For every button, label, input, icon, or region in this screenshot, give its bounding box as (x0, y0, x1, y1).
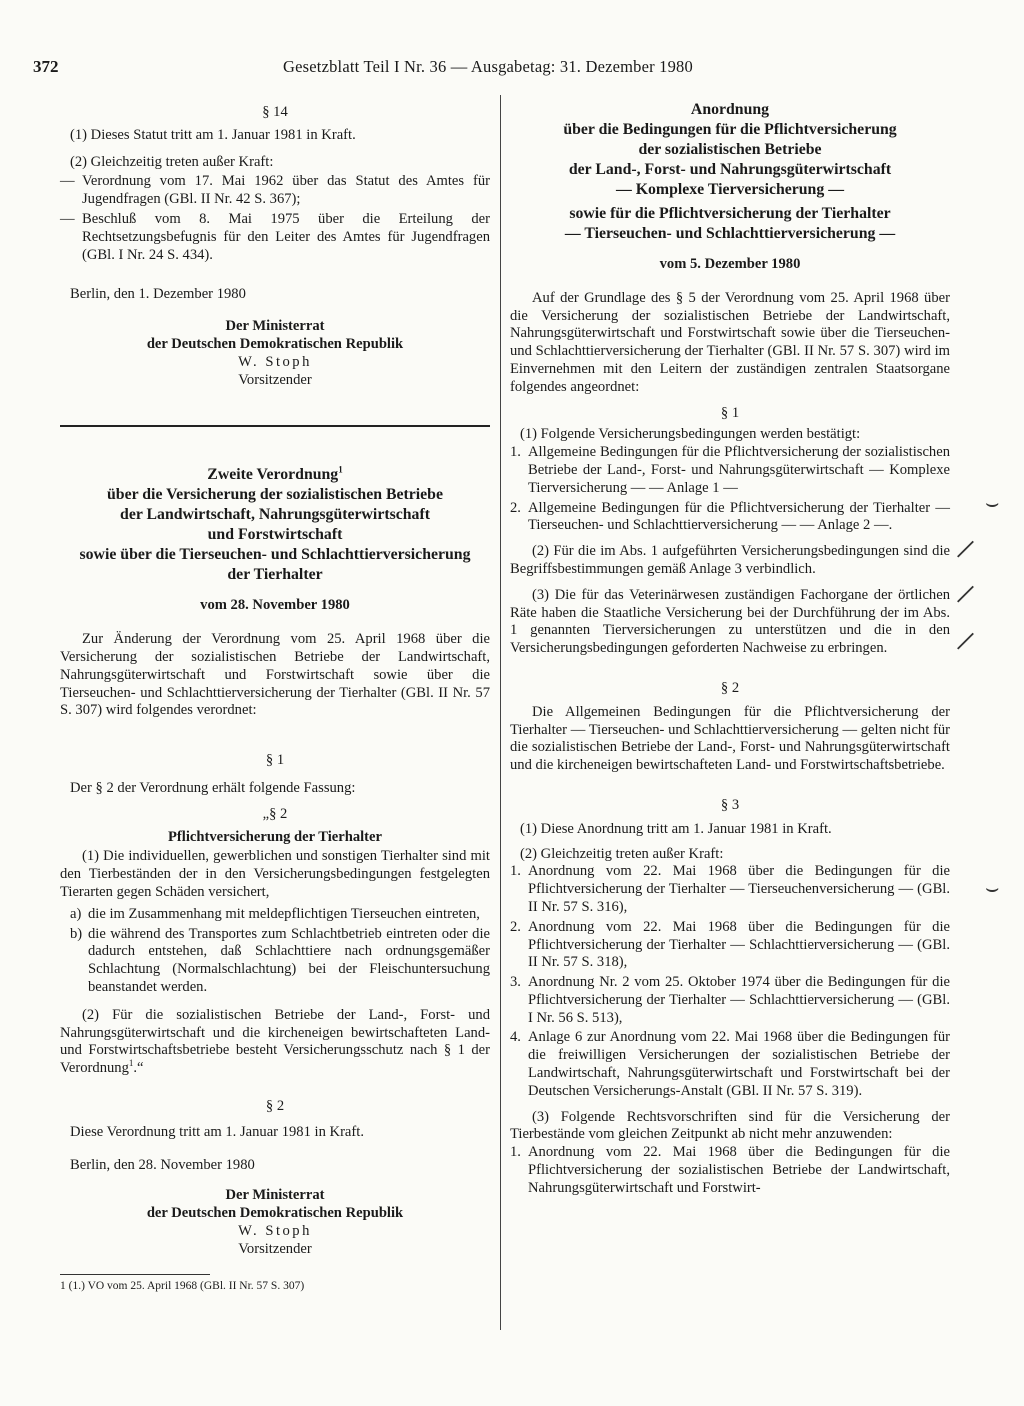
paragraph: Der § 2 der Verordnung erhält folgende Fassung: (70, 779, 356, 796)
section-heading: § 2 (720, 679, 740, 696)
section-rule (60, 425, 490, 427)
title-line: — Tierseuchen- und Schlachttierversicherung — (564, 225, 896, 242)
confirmed-conditions-list (510, 444, 950, 535)
paragraph: Diese Verordnung tritt am 1. Januar 1981 in Kraft. (70, 1123, 364, 1140)
margin-stroke-mark: | (954, 537, 978, 561)
quoted-list (60, 906, 490, 997)
title-line: Anordnung (690, 101, 770, 118)
list-item: 1. Allgemeine Bedingungen für die Pflichtversicherung der sozialistischen Betriebe der Land-, Forst- und Nahrungsgüterwirtschaft — Komplexe Tierversicherung — — Anlage 1 — (510, 444, 950, 496)
list-item: 1. Anordnung vom 22. Mai 1968 über die Bedingungen für die Pflichtversicherung der Tierhalter — Tierseuchenversicherung — (GBl. II Nr. 57 S. 316), (510, 863, 950, 915)
list-item: 2. Allgemeine Bedingungen für die Pflichtversicherung der Tierhalter — Tierseuchen- und Schlachttierversicherung — — Anlage 2 —. (510, 499, 950, 534)
paragraph: (2) Für die im Abs. 1 aufgeführten Versicherungsbedingungen sind die Begriffsbestimmungen gemäß Anlage 3 verbindlich. (510, 543, 950, 577)
right-column (510, 100, 950, 1198)
list-item: b) die während des Transportes zum Schlachtbetrieb eintreten oder die dadurch entstehen, daß Schlachttiere nach ordnungsgemäßer Schlachtung (Normalschlachtung) bei der Fleischuntersuchung beanstandet werden. (70, 925, 490, 995)
margin-check-mark: ⌣ (985, 491, 1000, 516)
quoted-section-heading: „§ 2 (262, 805, 288, 822)
section-heading: § 14 (262, 104, 288, 120)
signature-block (60, 1187, 490, 1258)
signature-org: Der Ministerrat (225, 1187, 325, 1204)
place-date: Berlin, den 28. November 1980 (70, 1157, 255, 1174)
paragraph: (3) Folgende Rechtsvorschriften sind für die Versicherung der Tierbestände vom gleichen Zeitpunkt ab nicht mehr anzuwenden: (510, 1108, 950, 1143)
margin-check-mark: ⌣ (985, 876, 1000, 901)
paragraph: (1) Die individuellen, gewerblichen und sonstigen Tierhalter sind mit den Tierbeständen der in den Versicherungsbedingungen festgelegten Tierarten gegen Schäden versichert, (60, 848, 490, 900)
title-line: der Landwirtschaft, Nahrungsgüterwirtschaft (120, 506, 430, 524)
list-item: 2. Anordnung vom 22. Mai 1968 über die Bedingungen für die Pflichtversicherung der Tierhalter — Schlachttierversicherung — (GBl. II Nr. 57 S. 318), (510, 918, 950, 971)
header-title: Gesetzblatt Teil I Nr. 36 — Ausgabetag: 31. Dezember 1980 (283, 57, 693, 76)
list-item: 3. Anordnung Nr. 2 vom 25. Oktober 1974 über die Bedingungen für die Pflichtversicherung der Tierhalter — Schlachttierversicherung — (GBl. I Nr. 56 S. 513), (510, 974, 950, 1026)
title-line: — Komplexe Tierversicherung — (615, 181, 844, 198)
paragraph: (1) Dieses Statut tritt am 1. Januar 1981 in Kraft. (70, 126, 356, 143)
footnote-rule (60, 1274, 210, 1275)
intro-paragraph: Auf der Grundlage des § 5 der Verordnung vom 25. April 1968 über die Versicherung der sozialistischen Betriebe der Landwirtschaft, Nahrungsgüterwirtschaft und Forstwirtschaft sowie über die Tierseuchen- und Schlachttierversicherung der Tierhalter (GBl. II Nr. 57 S. 307) wird im Einvernehmen mit den Leitern der zuständigen zentralen Staatsorgane folgendes angeordnet: (510, 289, 950, 395)
quoted-section-title: Pflichtversicherung der Tierhalter (167, 828, 382, 845)
repeal-list (510, 863, 950, 1100)
signature-role: Vorsitzender (238, 1240, 312, 1257)
paragraph: (3) Die für das Veterinärwesen zuständigen Fachorgane der örtlichen Räte haben die Staatliche Versicherung bei der Durchführung der im Abs. 1 genannten Tierversicherungen zu unterstützen und die in den Versicherungsbedingungen geforderten Nachweise zu erbringen. (510, 586, 950, 657)
paragraph: (1) Folgende Versicherungsbedingungen werden bestätigt: (520, 426, 861, 443)
ordinance-title (510, 100, 950, 244)
list-item: 1. Anordnung vom 22. Mai 1968 über die Bedingungen für die Pflichtversicherung der sozialistischen Betriebe der Landwirtschaft, Nahrungsgüterwirtschaft und Forstwirt- (510, 1144, 950, 1196)
title-line: sowie über die Tierseuchen- und Schlachttierversicherung (79, 546, 471, 564)
list-item: 4. Anlage 6 zur Anordnung vom 22. Mai 1968 über die Bedingungen für die freiwilligen Versicherungen der sozialistischen Betriebe der Landwirtschaft, Nahrungsgüterwirtschaft und Forstwirtschaft bei der Deutschen Versicherungs-Anstalt (GBl. II Nr. 57 S. 319). (510, 1029, 950, 1099)
section-heading: § 3 (720, 796, 740, 813)
page-number: 372 (33, 57, 59, 76)
paragraph: (2) Für die sozialistischen Betriebe der Land-, Forst- und Nahrungsgüterwirtschaft und die kircheneigen bewirtschafteten Land- und Forstwirtschaftsbetriebe besteht Versicherungsschutz nach § 1 der Verordnung$^1$.“ (60, 1006, 490, 1077)
signature-block (60, 318, 490, 389)
title-line: Zweite Verordnung (207, 466, 339, 484)
left-column (60, 100, 490, 1293)
signature-org: der Deutschen Demokratischen Republik (146, 1205, 404, 1222)
paragraph: (2) Gleichzeitig treten außer Kraft: (70, 153, 274, 170)
intro-paragraph: Zur Änderung der Verordnung vom 25. April 1968 über die Versicherung der sozialistischen Betriebe der Landwirtschaft, Nahrungsgüterwirtschaft und Forstwirtschaft sowie über die Tierseuchen- und Schlachttierversicherung der Tierhalter (GBl. II Nr. 57 S. 307) wird folgendes verordnet: (60, 631, 490, 719)
ordinance-date: vom 5. Dezember 1980 (659, 256, 801, 272)
margin-stroke-mark: | (954, 629, 978, 653)
title-line: und Forstwirtschaft (207, 526, 343, 544)
list-item: — Verordnung vom 17. Mai 1962 über das Statut des Amtes für Jugendfragen (GBl. II Nr. 42 S. 367); (60, 173, 490, 208)
regulation-date: vom 28. November 1980 (200, 597, 350, 614)
signature-role: Vorsitzender (238, 371, 312, 388)
signature-name: W. Stoph (238, 353, 312, 370)
signature-org: der Deutschen Demokratischen Republik (146, 335, 404, 352)
place-date: Berlin, den 1. Dezember 1980 (70, 286, 246, 303)
not-applicable-list (510, 1144, 950, 1197)
paragraph: (1) Diese Anordnung tritt am 1. Januar 1981 in Kraft. (520, 820, 832, 837)
section-heading: § 1 (720, 404, 740, 421)
list-item: a) die im Zusammenhang mit meldepflichtigen Tierseuchen eintreten, (70, 905, 480, 922)
title-line: sowie für die Pflichtversicherung der Tierhalter (569, 205, 891, 222)
paragraph: Die Allgemeinen Bedingungen für die Pflichtversicherung der Tierhalter — Tierseuchen- und Schlachttierversicherung — gelten nicht für die sozialistischen Betriebe der Land-, Forst- und Nahrungsgüterwirtschaft und die kircheneigen bewirtschafteten Land- und Forstwirtschaftsbetriebe. (510, 703, 950, 774)
title-line: der Tierhalter (227, 566, 323, 584)
footnote-mark: 1 (338, 465, 343, 476)
list-item: — Beschluß vom 8. Mai 1975 über die Erteilung der Rechtsetzungsbefugnis für den Leiter des Amtes für Jugendfragen (GBl. I Nr. 24 S. 434). (60, 210, 490, 263)
signature-org: Der Ministerrat (225, 318, 325, 335)
footnote: 1 (1.) VO vom 25. April 1968 (GBl. II Nr. 57 S. 307) (60, 1280, 305, 1293)
title-line: der sozialistischen Betriebe (638, 141, 822, 158)
section-heading: § 2 (265, 1097, 285, 1114)
repeal-list (60, 173, 490, 264)
regulation-title (60, 465, 490, 585)
column-divider (500, 95, 501, 1330)
title-line: der Land-, Forst- und Nahrungsgüterwirtschaft (568, 161, 892, 178)
margin-stroke-mark: | (954, 582, 978, 606)
title-line: über die Bedingungen für die Pflichtversicherung (563, 121, 897, 138)
signature-name: W. Stoph (238, 1222, 312, 1239)
page-header (33, 58, 993, 82)
title-line: über die Versicherung der sozialistischen Betriebe (107, 486, 443, 504)
section-heading: § 1 (265, 752, 285, 769)
paragraph: (2) Gleichzeitig treten außer Kraft: (520, 845, 724, 862)
